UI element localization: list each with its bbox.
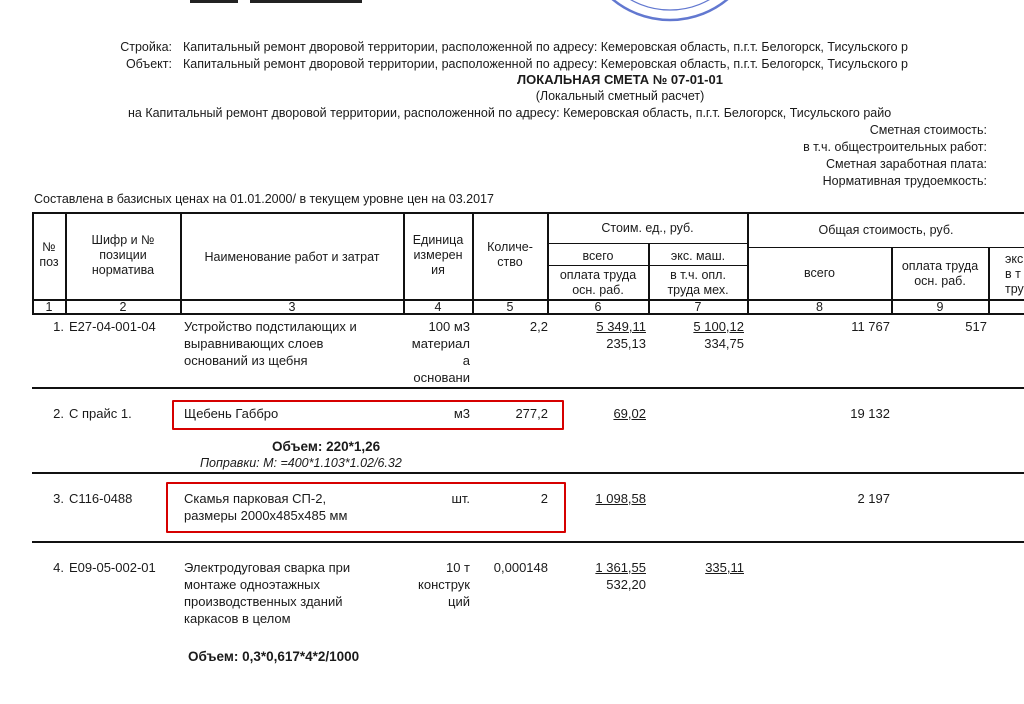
row-qty: 2,2 [529, 319, 548, 334]
row-uc-labor: 235,13 [606, 336, 646, 351]
row-code: Е27-04-001-04 [69, 319, 156, 334]
object-value: Капитальный ремонт дворовой территории, расположенной по адресу: Кемеровская область, п.г.т. Белогорск, Тисульского р [183, 57, 908, 71]
col-number-9: 9 [936, 300, 944, 314]
col-header-uc-labor: оплата труда осн. раб. [559, 268, 637, 297]
row-code: С116-0488 [69, 491, 133, 506]
col-header-tc-extra: экс в т тру [1005, 252, 1024, 296]
row-uc-total: 1 098,58 [595, 491, 646, 506]
row-uc-mach: 5 100,12 [693, 319, 744, 334]
col-header-uc-mach: экс. маш. [670, 249, 726, 263]
row-qty: 2 [540, 491, 548, 506]
stroika-value: Капитальный ремонт дворовой территории, расположенной по адресу: Кемеровская область, п.г.т. Белогорск, Тисульского р [183, 40, 908, 54]
top-edge-bar-left [190, 0, 238, 3]
row-name: Щебень Габбро [184, 406, 279, 421]
official-stamp [570, 0, 770, 30]
row-correction: Поправки: М: =400*1.103*1.02/6.32 [200, 456, 402, 470]
row-uc-total: 5 349,11 [596, 319, 646, 334]
col-header-uc-total: всего [582, 249, 614, 263]
col-header-code: Шифр и № позиции норматива [91, 233, 155, 277]
stroika-label: Стройка: [120, 40, 172, 54]
col-header-uc-labor-mach: в т.ч. опл. труда мех. [667, 268, 729, 297]
row-name: Скамья парковая СП-2, размеры 2000x485x485 мм [184, 491, 348, 523]
row-tc-total: 19 132 [850, 406, 890, 421]
highlight-box-row-3 [166, 482, 566, 533]
row-unit: м3 [453, 406, 470, 421]
row-uc-total: 1 361,55 [595, 560, 646, 575]
cost-label-salary: Сметная заработная плата: [826, 157, 987, 171]
col-number-3: 3 [288, 300, 296, 314]
row-num: 2. [53, 406, 64, 421]
col-number-8: 8 [816, 300, 823, 314]
col-number-1: 1 [45, 300, 53, 314]
col-header-total-cost: Общая стоимость, руб. [818, 223, 954, 237]
row-name: Устройство подстилающих и выравнивающих слоев оснований из щебня [184, 319, 357, 368]
highlight-box-row-2 [172, 400, 564, 430]
col-header-tc-labor: оплата труда осн. раб. [901, 259, 979, 288]
col-number-2: 2 [119, 300, 127, 314]
col-number-4: 4 [434, 300, 442, 314]
cost-label-smeta: Сметная стоимость: [869, 123, 987, 137]
row-tc-labor: 517 [965, 319, 987, 334]
row-uc-total: 69,02 [613, 406, 646, 421]
col-header-unit-cost: Стоим. ед., руб. [601, 221, 694, 235]
col-number-7: 7 [694, 300, 702, 314]
cost-label-general: в т.ч. общестроительных работ: [803, 140, 987, 154]
document-subtitle: (Локальный сметный расчет) [535, 89, 705, 103]
row-unit: 10 т конструк ций [418, 560, 470, 609]
row-uc-labor-mach: 334,75 [704, 336, 744, 351]
row-name: Электродуговая сварка при монтаже одноэтажных производственных зданий каркасов в целом [184, 560, 351, 626]
top-edge-bar-right [250, 0, 362, 3]
row-num: 4. [53, 560, 64, 575]
row-code: С прайс 1. [69, 406, 132, 421]
col-number-5: 5 [506, 300, 514, 314]
col-header-unit: Единица измерен ия [412, 233, 464, 277]
row-volume: Объем: 0,3*0,617*4*2/1000 [188, 649, 360, 664]
col-number-6: 6 [594, 300, 602, 314]
col-header-qty: Количе- ство [487, 240, 533, 269]
na-text: на Капитальный ремонт дворовой территории, расположенной по адресу: Кемеровская область, п.г.т. Белогорск, Тисульского райо [128, 106, 892, 120]
document-title: ЛОКАЛЬНАЯ СМЕТА № 07-01-01 [517, 72, 723, 87]
col-header-tc-total: всего [804, 266, 835, 280]
row-uc-labor: 532,20 [606, 577, 646, 592]
row-qty: 0,000148 [493, 560, 548, 575]
row-num: 3. [53, 491, 64, 506]
col-header-num: № поз [39, 240, 59, 269]
row-tc-total: 11 767 [851, 319, 890, 334]
row-code: Е09-05-002-01 [69, 560, 156, 575]
cost-label-labor: Нормативная трудоемкость: [822, 174, 987, 188]
col-header-name: Наименование работ и затрат [204, 250, 380, 264]
row-num: 1. [53, 319, 64, 334]
row-unit: 100 м3 материал а основани [411, 319, 470, 385]
row-qty: 277,2 [515, 406, 548, 421]
row-uc-mach: 335,11 [705, 560, 744, 575]
object-label: Объект: [125, 57, 172, 71]
row-volume: Объем: 220*1,26 [272, 439, 381, 454]
row-tc-total: 2 197 [857, 491, 890, 506]
compiled-text: Составлена в базисных ценах на 01.01.2000/ в текущем уровне цен на 03.2017 [34, 192, 494, 206]
row-unit: шт. [451, 491, 470, 506]
